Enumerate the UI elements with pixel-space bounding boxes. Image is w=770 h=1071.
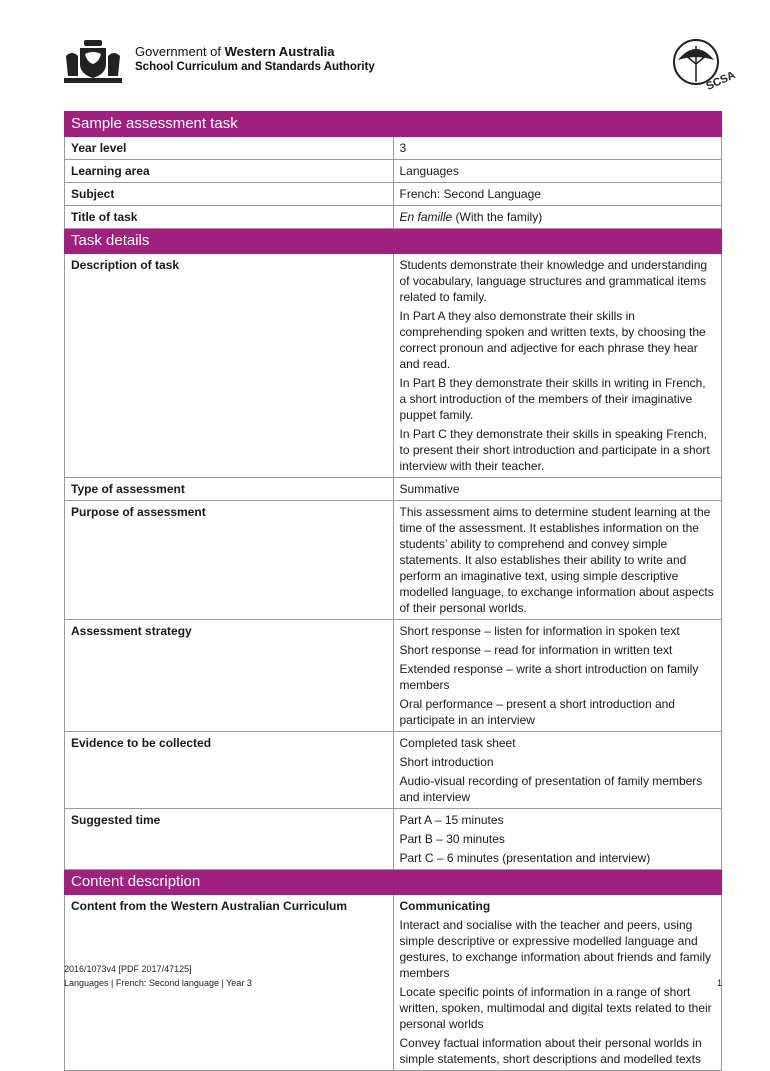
list-item: Completed task sheet: [399, 736, 516, 750]
table-row: [65, 160, 722, 183]
row-label: Evidence to be collected: [65, 732, 394, 809]
document-code: 2016/1073v4 [PDF 2017/47125]: [64, 964, 192, 974]
paragraph: In Part B they demonstrate their skills in writing in French, a short introduction of the members of their imaginative puppet family.: [399, 376, 706, 422]
row-value: [393, 732, 722, 809]
list-item: Short introduction: [399, 755, 494, 769]
list-item: Part B – 30 minutes: [399, 832, 505, 846]
list-item: Oral performance – present a short introduction and participate in an interview: [399, 697, 675, 727]
government-name: Government of Western Australia: [135, 44, 335, 59]
paragraph: In Part C they demonstrate their skills in speaking French, to present their short introduction and participate in a short interview with their teacher.: [399, 427, 710, 473]
list-item: Locate specific points of information in a range of short written, spoken, multimodal and digital texts related to their personal worlds: [399, 985, 712, 1031]
paragraph: In Part A they also demonstrate their skills in comprehending spoken and written texts, by choosing the correct pronoun and adjective for each phrase they hear and read.: [399, 309, 706, 371]
row-value: [393, 254, 722, 478]
row-label: Purpose of assessment: [65, 501, 394, 620]
row-value: Languages: [393, 160, 722, 183]
row-value: Summative: [393, 478, 722, 501]
table-row: [65, 183, 722, 206]
list-item: Interact and socialise with the teacher and peers, using simple descriptive or expressive modelled language and gestures, to exchange information about friends and family members: [399, 918, 712, 980]
row-value: [393, 206, 722, 229]
row-label: Year level: [65, 137, 394, 160]
row-label: Title of task: [65, 206, 394, 229]
list-item: Part C – 6 minutes (presentation and interview): [399, 851, 651, 865]
list-item: Extended response – write a short introduction on family members: [399, 662, 699, 692]
authority-name: School Curriculum and Standards Authority: [135, 61, 375, 73]
row-label: Learning area: [65, 160, 394, 183]
section-sample-header: [65, 112, 722, 137]
table-row: [65, 254, 722, 478]
list-item: Short response – read for information in written text: [399, 643, 673, 657]
list-item: Part A – 15 minutes: [399, 813, 504, 827]
row-label: Subject: [65, 183, 394, 206]
list-item: Audio-visual recording of presentation of family members and interview: [399, 774, 703, 804]
content-heading: Communicating: [399, 899, 491, 913]
title-italic: En famille: [399, 210, 453, 224]
row-value: [393, 620, 722, 732]
section-title: Sample assessment task: [65, 112, 722, 137]
page-number: 1: [716, 978, 722, 988]
list-item: Short response – listen for information in spoken text: [399, 624, 680, 638]
table-row: [65, 809, 722, 870]
section-task-header: [65, 229, 722, 254]
scsa-logo-text: SCSA: [704, 69, 738, 93]
list-item: Convey factual information about their personal worlds in simple statements, short descriptions and modelled texts: [399, 1036, 702, 1066]
table-row: [65, 501, 722, 620]
row-label: Assessment strategy: [65, 620, 394, 732]
wa-coat-of-arms-icon: [62, 36, 124, 86]
row-value: This assessment aims to determine student learning at the time of the assessment. It establishes information on the students’ ability to comprehend and convey simple statements. It also establishes their ability to write and perform an imaginative text, using simple descriptive modelled language, to exchange information about aspects of their personal worlds.: [393, 501, 722, 620]
table-row: [65, 732, 722, 809]
row-label: Content from the Western Australian Curriculum: [65, 895, 394, 1071]
row-label: Description of task: [65, 254, 394, 478]
page-header: [62, 36, 738, 96]
row-value: [393, 809, 722, 870]
title-rest: (With the family): [452, 210, 543, 224]
row-label: Type of assessment: [65, 478, 394, 501]
section-content-header: [65, 870, 722, 895]
paragraph: Students demonstrate their knowledge and understanding of vocabulary, language structures and grammatical items related to family.: [399, 258, 708, 304]
table-row: [65, 620, 722, 732]
row-value: French: Second Language: [393, 183, 722, 206]
row-label: Suggested time: [65, 809, 394, 870]
page-footer: [64, 962, 722, 990]
scsa-logo-icon: [668, 36, 738, 93]
course-info: Languages | French: Second language | Year 3: [64, 978, 252, 988]
section-title: Content description: [65, 870, 722, 895]
section-title: Task details: [65, 229, 722, 254]
table-row: [65, 478, 722, 501]
assessment-table: [64, 111, 722, 1071]
row-value: 3: [393, 137, 722, 160]
table-row: [65, 137, 722, 160]
table-row: [65, 206, 722, 229]
